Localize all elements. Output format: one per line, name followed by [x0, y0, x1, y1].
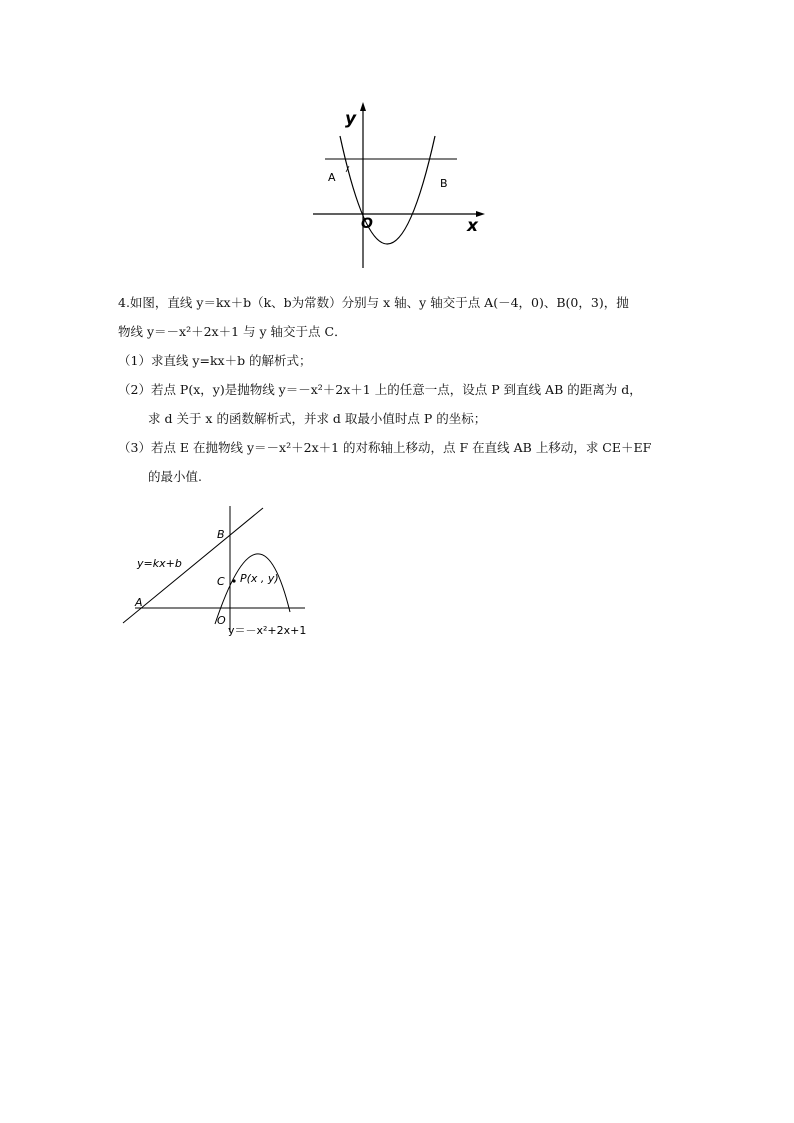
- problem-line-2: 物线 y＝－x²＋2x＋1 与 y 轴交于点 C．: [118, 324, 347, 339]
- fig2-label-parabola: y＝－x²+2x+1: [228, 624, 307, 637]
- fig1-y-arrow: [360, 102, 366, 111]
- question-3-line-2: 的最小值.: [148, 469, 202, 484]
- problem-line-1: 4.如图，直线 y＝kx＋b（k、b为常数）分别与 x 轴、y 轴交于点 A(－4，0)、B(0，3)，抛: [118, 295, 629, 310]
- fig2-label-a: A: [135, 596, 143, 609]
- fig2-label-p: P(x , y): [240, 572, 279, 585]
- question-1: （1）求直线 y=kx＋b 的解析式；: [118, 353, 312, 368]
- question-2-line-1: （2）若点 P(x，y)是抛物线 y＝－x²＋2x＋1 上的任意一点，设点 P 到直线 AB 的距离为 d，: [118, 382, 642, 397]
- figure-line-and-parabola: [115, 500, 330, 650]
- problem-text: [118, 288, 688, 491]
- figure-parabola-horizontal-line: [305, 100, 495, 275]
- fig2-label-b: B: [217, 528, 225, 541]
- fig1-point-a-label: A: [328, 171, 336, 184]
- fig1-origin-label: O: [361, 216, 373, 232]
- question-3-line-1: （3）若点 E 在抛物线 y＝－x²＋2x＋1 的对称轴上移动，点 F 在直线 AB 上移动，求 CE＋EF: [118, 440, 652, 455]
- fig1-parabola: [340, 136, 435, 244]
- fig1-x-label: x: [467, 216, 478, 236]
- fig2-label-c: C: [217, 575, 225, 588]
- question-2-line-2: 求 d 关于 x 的函数解析式，并求 d 取最小值时点 P 的坐标；: [148, 411, 487, 426]
- fig2-label-o: O: [217, 614, 226, 627]
- fig2-parabola: [215, 554, 290, 624]
- fig1-y-label: y: [345, 109, 357, 129]
- fig2-label-line: y=kx+b: [137, 557, 182, 570]
- fig1-point-b-label: B: [440, 177, 448, 190]
- fig2-point-p: [232, 579, 235, 582]
